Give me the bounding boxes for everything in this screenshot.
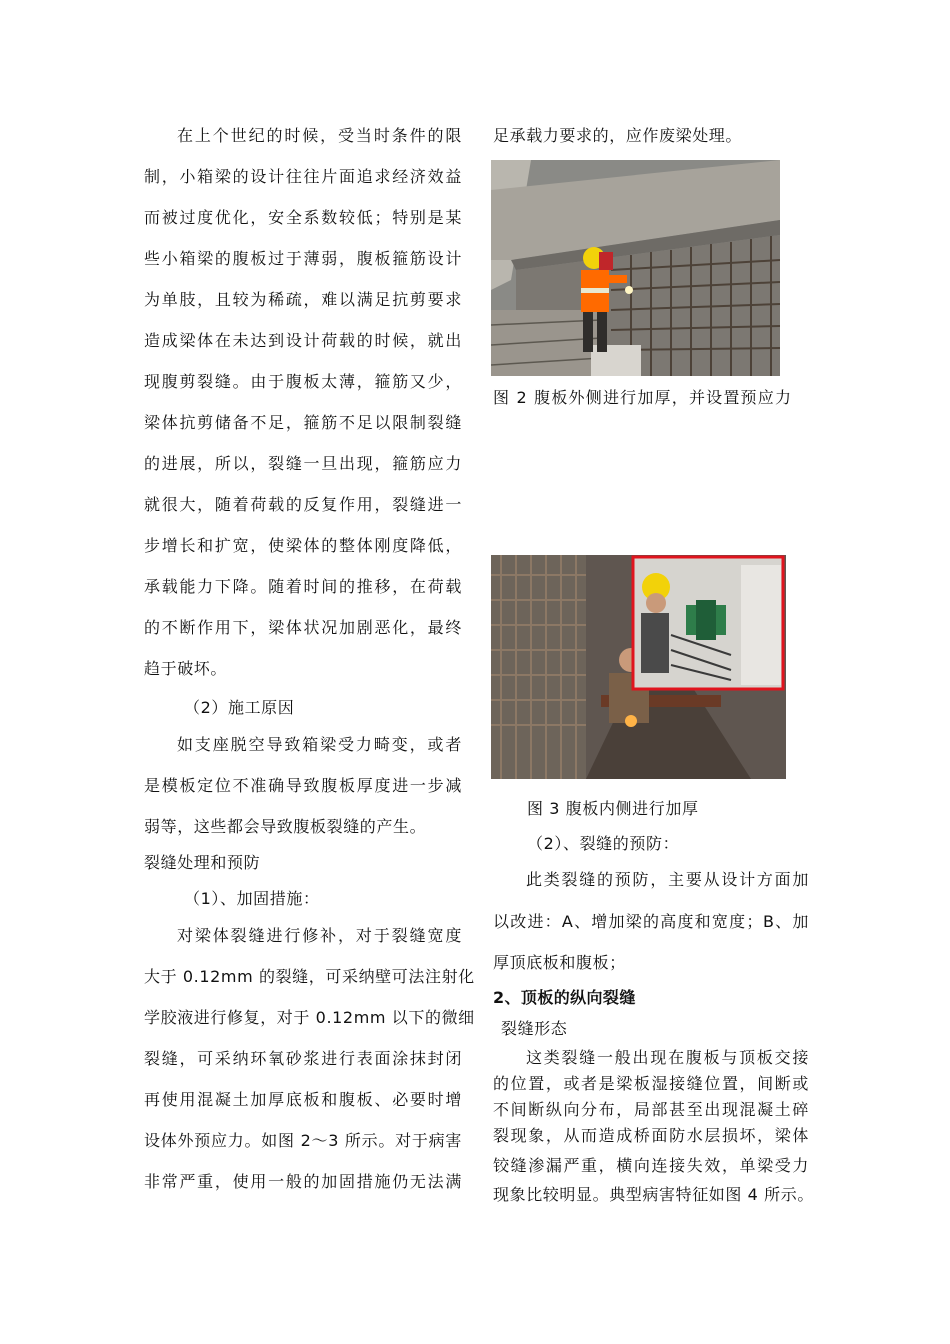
continuation-line: 足承载力要求的，应作废梁处理。	[493, 126, 743, 145]
paragraph-line: 以改进：A、增加梁的高度和宽度；B、加	[493, 912, 809, 931]
paragraph-line: 裂现象，从而造成桥面防水层损坏，梁体	[493, 1126, 809, 1145]
subheading-reinforce: （1）、加固措施：	[184, 889, 320, 908]
paragraph-line: 大于 0.12mm 的裂缝，可采纳壁可法注射化	[144, 967, 475, 986]
paragraph-line: 这类裂缝一般出现在腹板与顶板交接	[526, 1048, 809, 1067]
paragraph-line: 的不断作用下，梁体状况加剧恶化，最终	[144, 618, 462, 637]
paragraph-line: 厚顶底板和腹板；	[493, 953, 626, 972]
paragraph-line: 对梁体裂缝进行修补，对于裂缝宽度	[177, 926, 462, 945]
paragraph-line: 裂缝，可采纳环氧砂浆进行表面涂抹封闭	[144, 1049, 462, 1068]
paragraph-line: 梁体抗剪储备不足，箍筋不足以限制裂缝	[144, 413, 462, 432]
heading-section-2: 2、顶板的纵向裂缝	[493, 988, 636, 1007]
figure-2-caption: 图 2 腹板外侧进行加厚，并设置预应力	[493, 388, 793, 407]
paragraph-line: 趋于破坏。	[144, 659, 228, 678]
paragraph-line: 制，小箱梁的设计往往片面追求经济效益	[144, 167, 462, 186]
paragraph-line: 的位置，或者是梁板湿接缝位置，间断或	[493, 1074, 809, 1093]
paragraph-line: 弱等，这些都会导致腹板裂缝的产生。	[144, 817, 427, 836]
paragraph-line: 步增长和扩宽，使梁体的整体刚度降低，	[144, 536, 462, 555]
figure-3-caption: 图 3 腹板内侧进行加厚	[527, 799, 699, 818]
paragraph-line: 铰缝渗漏严重，横向连接失效，单梁受力	[493, 1156, 809, 1175]
paragraph-line: 些小箱梁的腹板过于薄弱，腹板箍筋设计	[144, 249, 462, 268]
paragraph-line: 承载能力下降。随着时间的推移，在荷载	[144, 577, 462, 596]
paragraph-line: 此类裂缝的预防，主要从设计方面加	[526, 870, 809, 889]
paragraph-line: 为单肢，且较为稀疏，难以满足抗剪要求	[144, 290, 462, 309]
paragraph-line: 的进展，所以，裂缝一旦出现，箍筋应力	[144, 454, 462, 473]
paragraph-line: 如支座脱空导致箱梁受力畸变，或者	[177, 735, 462, 754]
heading-treatment: 裂缝处理和预防	[144, 853, 261, 872]
paragraph-line: 学胶液进行修复，对于 0.12mm 以下的微细	[144, 1008, 475, 1027]
paragraph-line: 非常严重，使用一般的加固措施仍无法满	[144, 1172, 462, 1191]
paragraph-line: 是模板定位不准确导致腹板厚度进一步减	[144, 776, 462, 795]
paragraph-line: 就很大，随着荷载的反复作用，裂缝进一	[144, 495, 462, 514]
paragraph-line: 而被过度优化，安全系数较低；特别是某	[144, 208, 462, 227]
subheading-construction: （2）施工原因	[184, 698, 295, 717]
paragraph-line: 再使用混凝土加厚底板和腹板、必要时增	[144, 1090, 462, 1109]
subheading-prevention: （2）、裂缝的预防：	[527, 834, 680, 853]
paragraph-line: 不间断纵向分布，局部甚至出现混凝土碎	[493, 1100, 809, 1119]
paragraph-line: 造成梁体在未达到设计荷载的时候，就出	[144, 331, 462, 350]
subheading-form: 裂缝形态	[501, 1019, 568, 1038]
figure-2-photo	[491, 160, 780, 376]
paragraph-line: 在上个世纪的时候，受当时条件的限	[177, 126, 462, 145]
paragraph-line: 设体外预应力。如图 2～3 所示。对于病害	[144, 1131, 462, 1150]
figure-3-photo	[491, 555, 786, 779]
paragraph-line: 现腹剪裂缝。由于腹板太薄，箍筋又少，	[144, 372, 462, 391]
paragraph-line: 现象比较明显。典型病害特征如图 4 所示。	[493, 1185, 814, 1204]
